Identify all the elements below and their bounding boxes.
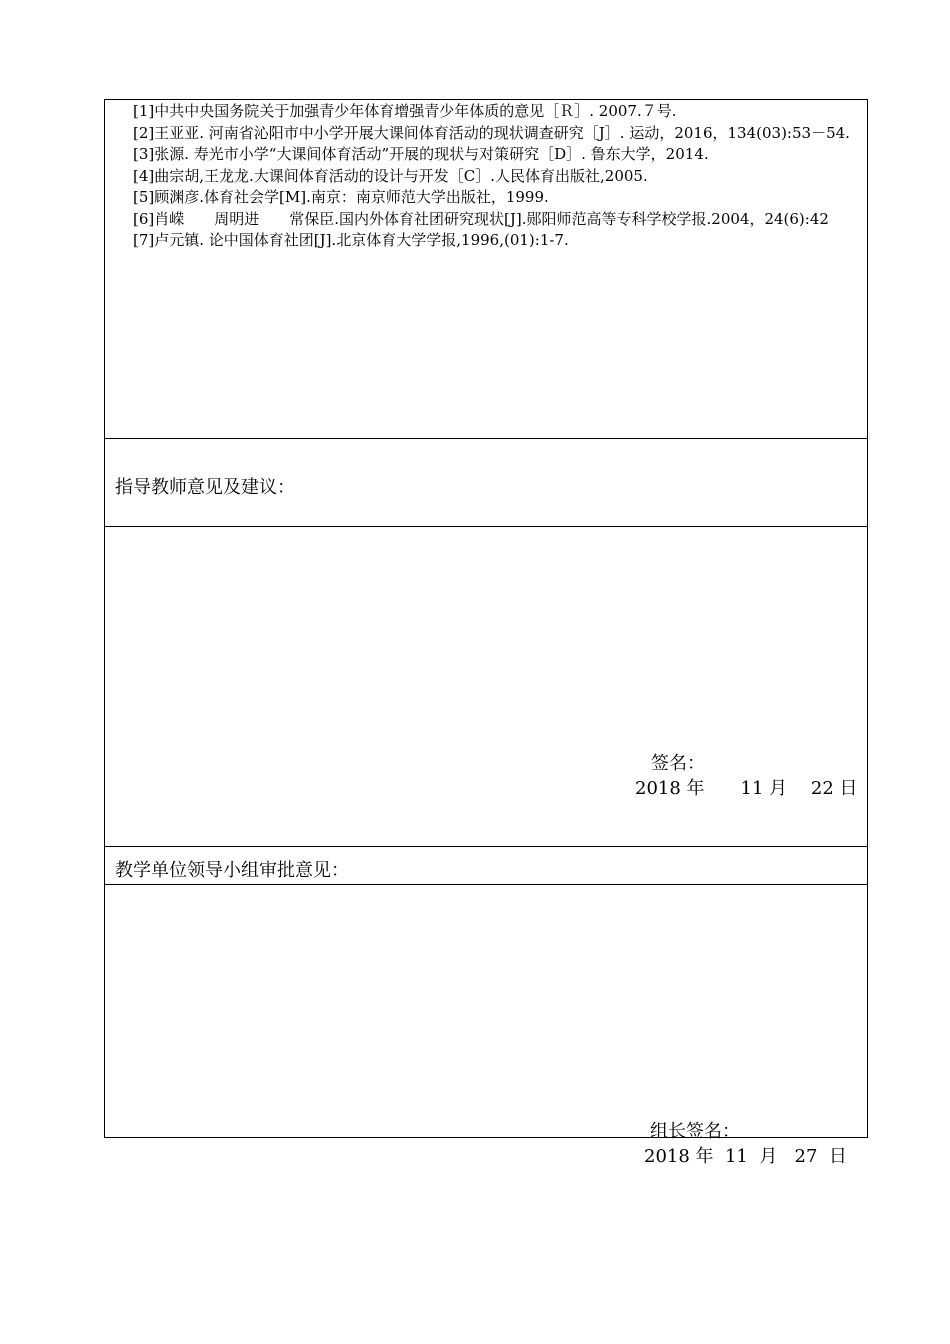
group-leader-signature-label: 组长签名： [650,1121,740,1142]
advisor-date: 2018 年 11 月 22 日 [635,778,858,799]
reference-list [115,101,855,252]
advisor-opinion-label-cell [105,439,867,527]
reference-item: [1]中共中央国务院关于加强青少年体育增强青少年体质的意见［Ｒ］. 2007.７号. [133,102,677,120]
unit-approval-label: 教学单位领导小组审批意见： [115,860,349,881]
reference-item: [6]肖嵘 周明进 常保臣.国内外体育社团研究现状[J].郧阳师范高等专科学校学报.2004，24(6):42 [133,209,829,228]
reference-item: [5]顾渊彦.体育社会学[M].南京：南京师范大学出版社，1999. [133,188,549,206]
advisor-opinion-label: 指导教师意见及建议： [115,477,295,498]
unit-approval-date: 2018 年 11 月 27 日 [644,1146,847,1167]
review-form-table [104,99,868,1167]
references-cell [105,100,867,439]
reference-item: [2]王亚亚. 河南省沁阳市中小学开展大课间体育活动的现状调查研究［J］. 运动，2016，134(03):53－54. [133,123,850,142]
reference-item: [7]卢元镇. 论中国体育社团[J].北京体育大学学报,1996,(01):1-7. [133,231,569,249]
reference-item: [3]张源. 寿光市小学“大课间体育活动”开展的现状与对策研究［D］. 鲁东大学，2014. [133,145,709,163]
reference-item: [4]曲宗胡,王龙龙.大课间体育活动的设计与开发［C］.人民体育出版社,2005. [133,166,648,185]
unit-approval-label-cell [105,847,867,885]
advisor-opinion-cell [105,527,867,847]
unit-approval-cell [105,885,867,1167]
advisor-signature-label: 签名： [651,753,705,774]
